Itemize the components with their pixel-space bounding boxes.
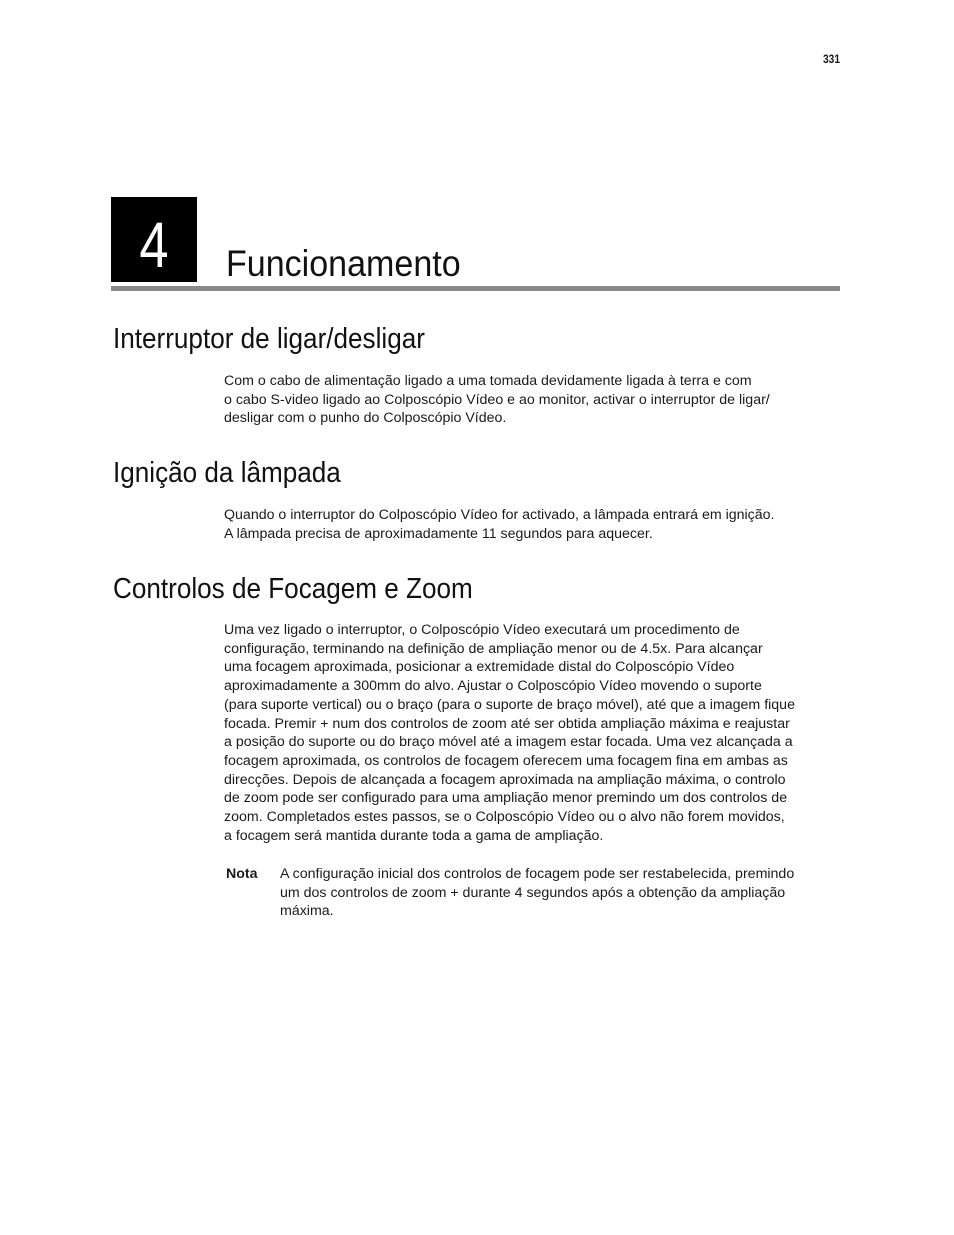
- body-line: Com o cabo de alimentação ligado a uma tomada devidamente ligada à terra e com: [224, 373, 752, 389]
- body-line: A lâmpada precisa de aproximadamente 11 segundos para aquecer.: [224, 525, 653, 542]
- section-body-power-switch: [224, 372, 840, 428]
- body-line: a focagem será mantida durante toda a gama de ampliação.: [224, 827, 604, 844]
- chapter-title-rule: [111, 286, 840, 291]
- body-line: zoom. Completados estes passos, se o Colposcópio Vídeo ou o alvo não forem movidos,: [224, 809, 785, 826]
- body-line: Uma vez ligado o interruptor, o Colposcópio Vídeo executará um procedimento de: [224, 622, 740, 638]
- section-heading-power-switch: Interruptor de ligar/desligar: [113, 323, 425, 355]
- section-heading-lamp-ignition: Ignição da lâmpada: [113, 457, 341, 489]
- body-line: configuração, terminando na definição de ampliação menor ou de 4.5x. Para alcançar: [224, 640, 763, 657]
- body-line: uma focagem aproximada, posicionar a extremidade distal do Colposcópio Vídeo: [224, 659, 735, 676]
- page-number: 331: [822, 52, 840, 66]
- section-body-lamp-ignition: [224, 506, 840, 543]
- note-line: A configuração inicial dos controlos de focagem pode ser restabelecida, premindo: [280, 866, 795, 882]
- note-line: máxima.: [280, 903, 334, 920]
- body-line: de zoom pode ser configurado para uma ampliação menor premindo um dos controlos de: [224, 790, 788, 807]
- chapter-number-box: [111, 197, 197, 282]
- section-body-focus-zoom: [224, 621, 840, 845]
- body-line: focagem aproximada, os controlos de focagem oferecem uma focagem fina em ambas as: [224, 752, 788, 769]
- body-line: aproximadamente a 300mm do alvo. Ajustar o Colposcópio Vídeo movendo o suporte: [224, 678, 762, 695]
- body-line: (para suporte vertical) ou o braço (para o suporte de braço móvel), até que a imagem fique: [224, 696, 795, 713]
- chapter-number: 4: [139, 209, 169, 281]
- note-label: Nota: [226, 866, 258, 882]
- body-line: focada. Premir + num dos controlos de zoom até ser obtida ampliação máxima e reajustar: [224, 715, 790, 732]
- note-line: um dos controlos de zoom + durante 4 segundos após a obtenção da ampliação: [280, 884, 786, 901]
- chapter-title: Funcionamento: [226, 243, 461, 284]
- body-line: Quando o interruptor do Colposcópio Vídeo for activado, a lâmpada entrará em ignição.: [224, 507, 775, 523]
- note-text: [280, 865, 840, 921]
- body-line: desligar com o punho do Colposcópio Vídeo.: [224, 410, 507, 427]
- body-line: o cabo S-video ligado ao Colposcópio Vídeo e ao monitor, activar o interruptor de ligar/: [224, 391, 770, 408]
- body-line: direcções. Depois de alcançada a focagem aproximada na ampliação máxima, o controlo: [224, 771, 786, 788]
- body-line: a posição do suporte ou do braço móvel até a imagem estar focada. Uma vez alcançada a: [224, 734, 793, 751]
- section-heading-focus-zoom: Controlos de Focagem e Zoom: [113, 573, 473, 605]
